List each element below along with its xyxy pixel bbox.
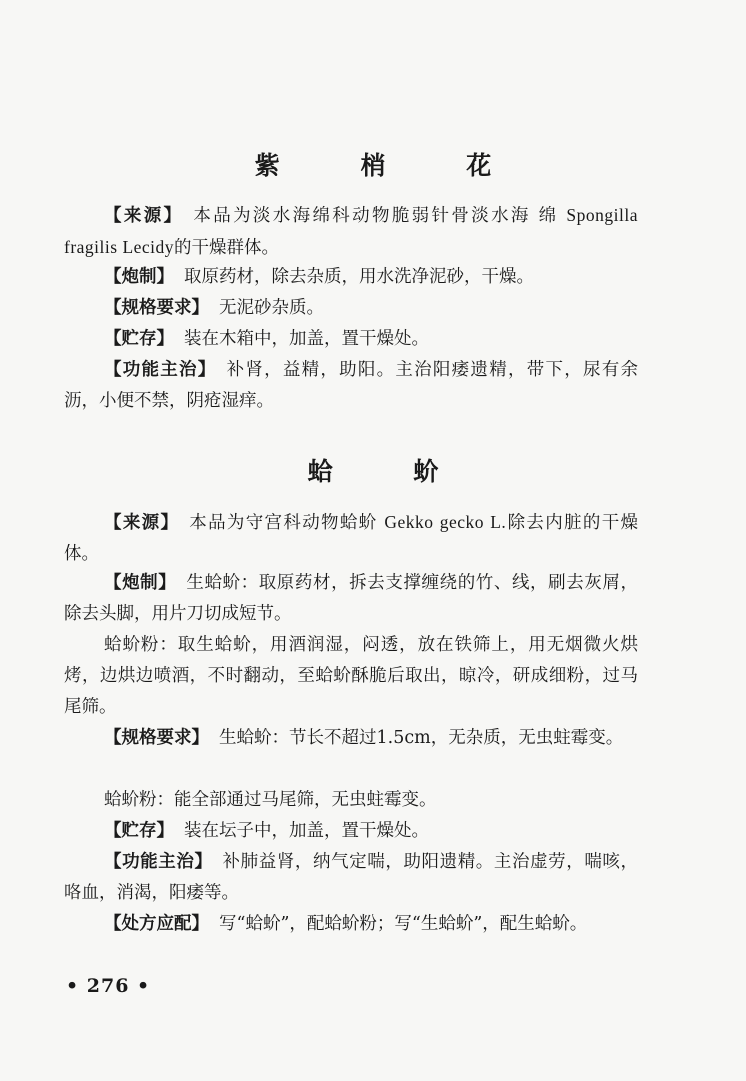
- paragraph-text: 的干燥群体。: [174, 238, 280, 258]
- paragraph-text: 补肾，益精，助阳。主治阳痿遗精，带下，尿有余沥，小便不禁，阴疮湿痒。: [64, 360, 639, 411]
- paragraph-indications: [64, 847, 638, 909]
- paragraph-text: 补肺益肾，纳气定喘，助阳遗精。主治虚劳，喘咳，咯血，消渴，阳痿等。: [64, 852, 639, 903]
- paragraph-text: 蛤蚧粉：能全部通过马尾筛，无虫蛀霉变。: [104, 790, 437, 810]
- paragraph-storage: [64, 816, 638, 847]
- paragraph-specification: [64, 723, 638, 754]
- section-label: 【炮制】: [104, 573, 177, 593]
- paragraph-text: 取原药材，除去杂质，用水洗净泥砂，干燥。: [184, 267, 534, 287]
- paragraph-storage: [64, 324, 638, 355]
- paragraph-processing: [64, 262, 638, 293]
- section-label: 【贮存】: [104, 821, 174, 841]
- paragraph-text: 本品为守宫科动物蛤蚧: [189, 513, 385, 533]
- page-number: • 276 •: [66, 975, 151, 997]
- paragraph-text: 生蛤蚧：取原药材，拆去支撑缠绕的竹、线，刷去灰屑，除去头脚，用片刀切成短节。: [64, 573, 639, 624]
- entry-title-zishaohua: 紫 梢 花: [254, 151, 528, 180]
- latin-name: Gekko gecko L.: [384, 512, 507, 532]
- paragraph-text: 装在木箱中，加盖，置干燥处。: [184, 329, 429, 349]
- section-label: 【功能主治】: [104, 852, 213, 872]
- paragraph-text: 装在坛子中，加盖，置干燥处。: [184, 821, 429, 841]
- paragraph-text: 本品为淡水海绵科动物脆弱针骨淡水海 绵: [193, 206, 567, 226]
- paragraph-specification: [64, 293, 638, 324]
- paragraph-text: 无泥砂杂质。: [219, 298, 324, 318]
- paragraph-source: [64, 200, 638, 264]
- paragraph-source: [64, 507, 638, 570]
- section-label: 【来源】: [104, 206, 184, 226]
- paragraph-text: 写“蛤蚧”，配蛤蚧粉；写“生蛤蚧”，配生蛤蚧。: [219, 914, 588, 934]
- latin-name: Spongilla fragilis Lecidy: [64, 205, 639, 257]
- paragraph-powder-specification: [64, 785, 638, 816]
- section-label: 【功能主治】: [104, 360, 217, 380]
- paragraph-processing: [64, 568, 638, 630]
- paragraph-indications: [64, 355, 638, 417]
- paragraph-text: 蛤蚧粉：取生蛤蚧，用酒润湿，闷透，放在铁筛上，用无烟微火烘烤，边烘边喷酒，不时翻动，至蛤蚧酥脆后取出，晾冷，研成细粉，过马尾筛。: [64, 635, 638, 717]
- section-label: 【来源】: [104, 513, 180, 533]
- entry-title-gejie: 蛤 蚧: [307, 457, 475, 486]
- section-label: 【规格要求】: [104, 298, 209, 318]
- section-label: 【处方应配】: [104, 914, 209, 934]
- paragraph-text: 生蛤蚧：节长不超过1.5cm，无杂质，无虫蛀霉变。: [219, 728, 624, 748]
- paragraph-text: 除去内脏的干燥体。: [64, 513, 639, 564]
- paragraph-prescription: [64, 909, 638, 940]
- paragraph-powder-processing: [64, 630, 638, 723]
- section-label: 【贮存】: [104, 329, 174, 349]
- section-label: 【炮制】: [104, 267, 174, 287]
- section-label: 【规格要求】: [104, 728, 209, 748]
